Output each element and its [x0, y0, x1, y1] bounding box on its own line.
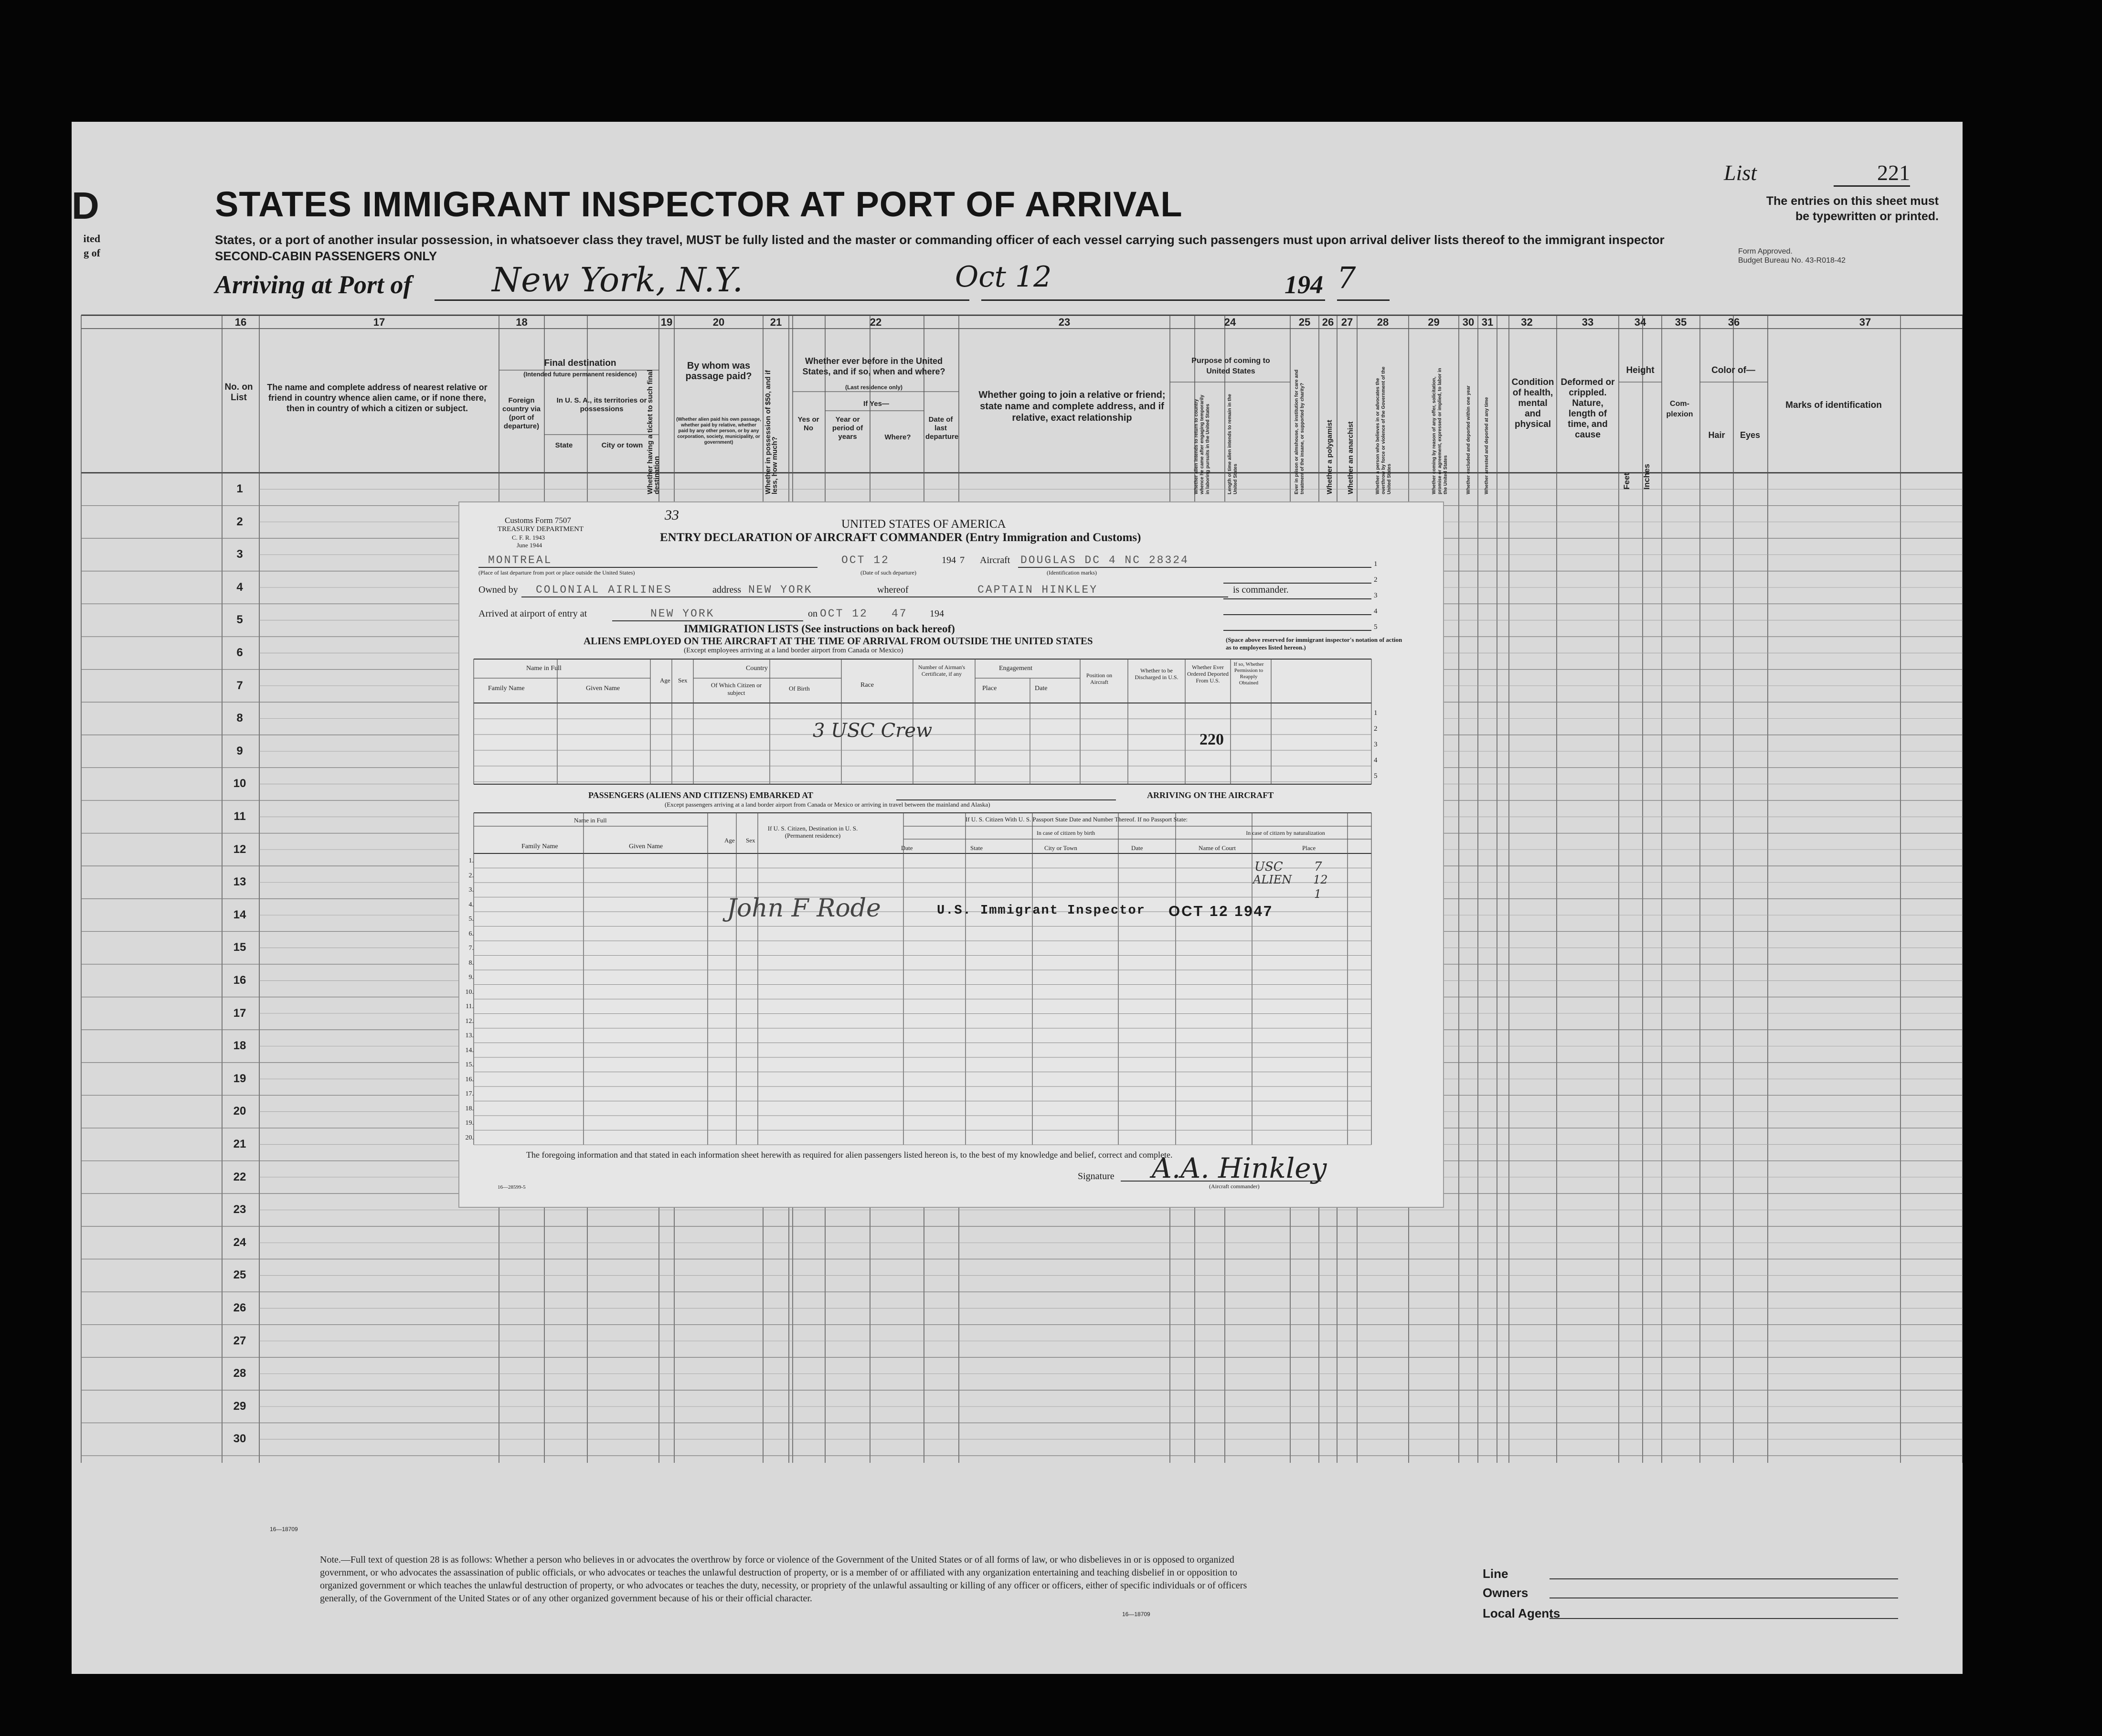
pax-by-nat: In case of citizen by naturalization [1246, 830, 1325, 836]
pax-row-number: 8. [468, 959, 474, 967]
ever-in-us-label: Whether ever before in the United States, and if so, when and where? [802, 356, 945, 376]
crew-engagement: Engagement [999, 665, 1032, 672]
card-owner: COLONIAL AIRLINES [536, 584, 672, 596]
crew-sex: Sex [678, 677, 688, 684]
subtitle-line: SECOND-CABIN PASSENGERS ONLY [215, 249, 437, 263]
crew-of-birth: Of Birth [789, 685, 810, 692]
pax-row-number: 13. [465, 1032, 474, 1039]
column-number: 21 [770, 316, 782, 328]
row-number: 23 [233, 1203, 246, 1216]
owners-label: Owners [1483, 1586, 1529, 1600]
one-note: 1 [1314, 887, 1322, 901]
note-line: The entries on this sheet must [1766, 194, 1939, 208]
crew-row-number: 2 [1374, 725, 1378, 733]
v25b-label: Length of time alien intends to remain in the United States [1227, 394, 1238, 494]
crew-position: Position on Aircraft [1086, 672, 1113, 685]
row-number: 4 [236, 580, 243, 594]
date-departure-label: Date of last departure [925, 415, 959, 441]
crew-deported: Whether Ever Ordered Deported From U.S. [1187, 664, 1229, 684]
polygamist-label: Whether a polygamist [1326, 420, 1334, 494]
pax-row-number: 18. [465, 1105, 474, 1112]
agents-label: Local Agents [1483, 1606, 1561, 1620]
crew-row-number: 1 [1374, 709, 1378, 717]
column-number: 30 [1462, 316, 1475, 328]
card-title: ENTRY DECLARATION OF AIRCRAFT COMMANDER (Entry Immigration and Customs) [660, 531, 1141, 544]
passage-note: (Whether alien paid his own passage, whether paid by relative, whether paid by any other person, or by any corporation, society, municipality, or government) [676, 417, 761, 445]
commander-signature: A.A. Hinkley [1152, 1152, 1327, 1184]
card-arrived-yy: 47 [892, 607, 908, 620]
edge-fragment: g of [84, 247, 100, 259]
card-dep-date-label: (Date of such departure) [860, 569, 916, 576]
row-number: 15 [233, 941, 246, 954]
anarchist-label: Whether an anarchist [1347, 421, 1355, 494]
row-number: 13 [233, 875, 246, 889]
card-owned-label: Owned by [478, 585, 518, 595]
pax-given: Given Name [629, 843, 663, 850]
row-number: 9 [236, 744, 243, 757]
card-arrived-194: 194 [930, 608, 944, 619]
card-arrived-date: OCT 12 [820, 607, 868, 620]
card-except-employees: (Except employees arriving at a land border airport from Canada or Mexico) [684, 647, 903, 654]
pax-row-number: 15. [465, 1061, 474, 1068]
ticket-label: Whether having a ticket to such final destination [646, 370, 661, 494]
feet-label: Feet [1622, 473, 1631, 490]
row-number: 18 [233, 1039, 246, 1053]
column-number: 26 [1322, 316, 1334, 328]
column-number: 22 [870, 316, 882, 328]
crew-country: Country [746, 665, 768, 672]
pax-row-number: 5. [468, 916, 474, 923]
card-place-label: (Place of last departure from port or place outside the United States) [478, 569, 635, 576]
arriving-label: Arriving at Port of [215, 270, 412, 299]
aircraft-declaration-card [458, 501, 1444, 1208]
reserved-line-number: 3 [1374, 592, 1378, 599]
reserved-line-number: 5 [1374, 623, 1378, 631]
card-stamp-no: 33 [665, 507, 679, 523]
pax-dest: If U. S. Citizen, Destination in U. S. (Permanent residence) [767, 825, 858, 839]
row-number: 26 [233, 1301, 246, 1314]
row-number: 12 [233, 842, 246, 856]
row-number: 7 [236, 679, 243, 692]
note-code: 16—18709 [1122, 1611, 1150, 1618]
pax-state: State [970, 844, 983, 852]
pax-court: Name of Court [1199, 844, 1236, 852]
card-space-note: (Space above reserved for immigrant inspector's notation of action as to employees listed hereon.) [1226, 636, 1402, 651]
row-number: 11 [234, 810, 246, 823]
card-place: MONTREAL [488, 554, 552, 566]
pax-row-number: 9. [468, 974, 474, 981]
column-number: 29 [1428, 316, 1440, 328]
card-aliens-employed: ALIENS EMPLOYED ON THE AIRCRAFT AT THE TIME OF ARRIVAL FROM OUTSIDE THE UNITED STATES [584, 635, 1093, 647]
row-number: 14 [233, 908, 246, 921]
card-aircraft: DOUGLAS DC 4 NC 28324 [1020, 554, 1189, 566]
column-number: 20 [712, 316, 725, 328]
pax-title: PASSENGERS (ALIENS AND CITIZENS) EMBARKED AT [588, 790, 813, 800]
crew-of-which: Of Which Citizen or subject [711, 682, 762, 696]
card-usa: UNITED STATES OF AMERICA [841, 518, 1006, 531]
column-number: 19 [660, 316, 673, 328]
stamp-date: OCT 12 1947 [1168, 903, 1274, 919]
card-whereof-label: whereof [877, 585, 909, 595]
pax-row-number: 7. [468, 945, 474, 952]
pax-row-number: 14. [465, 1046, 474, 1054]
deformed-label: Deformed or crippled. Nature, length of time, and cause [1561, 377, 1615, 440]
pax-row-number: 2. [468, 872, 474, 879]
usc-note: USC [1254, 860, 1283, 874]
pax-age: Age [724, 837, 735, 844]
complexion-label: Com-plexion [1666, 400, 1693, 418]
pax-date2: Date [1131, 844, 1143, 852]
pax-row-number: 3. [468, 886, 474, 894]
port-handwritten: New York, N.Y. [492, 260, 743, 299]
card-date: June 1944 [517, 542, 542, 549]
reserved-line-number: 4 [1374, 607, 1378, 615]
card-is-commander: is commander. [1233, 585, 1289, 595]
column-number: 24 [1224, 316, 1236, 328]
pax-name-in-full: Name in Full [574, 817, 607, 824]
v30-label: Whether excluded and deported within one year [1466, 385, 1471, 494]
column-number: 17 [373, 316, 385, 328]
crew-airman: Number of Airman's Certificate, if any [918, 664, 966, 677]
column-number: 34 [1634, 316, 1646, 328]
if-yes-label: If Yes— [863, 400, 889, 408]
card-form-no: Customs Form 7507 [505, 516, 571, 525]
column-number: 33 [1582, 316, 1594, 328]
last-res-label: (Last residence only) [845, 384, 903, 391]
page-title: STATES IMMIGRANT INSPECTOR AT PORT OF ARRIVAL [215, 184, 1183, 224]
column-number: 23 [1058, 316, 1071, 328]
column-number: 25 [1298, 316, 1311, 328]
pax-family: Family Name [521, 843, 558, 850]
crew-given: Given Name [586, 685, 620, 692]
card-dep-date: OCT 12 [841, 554, 890, 566]
form-code: 16—18709 [270, 1526, 298, 1533]
v25-label: Whether alien intends to return to country whence he came after engaging temporarily in laboring pursuits in the United States [1194, 394, 1210, 494]
row-number: 25 [233, 1268, 246, 1282]
column-number: 37 [1859, 316, 1871, 328]
manifest-sheet [72, 122, 1963, 1674]
row-number: 21 [233, 1138, 246, 1150]
column-number: 18 [516, 316, 528, 328]
pax-by-birth: In case of citizen by birth [1036, 830, 1095, 836]
passenger-table-grid [459, 502, 1443, 1207]
row-number: 8 [236, 712, 243, 725]
final-dest-note: (Intended future permanent residence) [523, 371, 637, 378]
reserved-line-number: 1 [1374, 560, 1378, 568]
join-relative-label: Whether going to join a relative or friend; state name and complete address, and if relative, exact relationship [978, 390, 1166, 423]
crew-count: 220 [1200, 731, 1224, 748]
date-handwritten: Oct 12 [955, 260, 1052, 294]
column-number: 27 [1341, 316, 1353, 328]
pax-row-number: 6. [468, 930, 474, 937]
crew-permission: If so, Whether Permission to Reapply Obtained [1233, 661, 1264, 686]
card-cfr: C. F. R. 1943 [512, 534, 545, 541]
approved-line: Budget Bureau No. 43-R018-42 [1738, 256, 1846, 265]
card-arrived-label: Arrived at airport of entry at [478, 608, 587, 619]
crew-family: Family Name [488, 685, 525, 692]
card-aircraft-label: Aircraft [980, 555, 1010, 565]
pax-place: Place [1302, 844, 1316, 852]
pax-date: Date [901, 844, 913, 852]
v31-label: Whether arrested and deported at any time [1484, 397, 1489, 494]
inspector-stamp: U.S. Immigrant Inspector [937, 904, 1146, 918]
inches-label: Inches [1642, 464, 1651, 490]
column-number: 35 [1675, 316, 1687, 328]
v26-label: Ever in prison or almshouse, or institution for care and treatment of the insane, or supported by charity? [1294, 369, 1305, 494]
note-line: be typewritten or printed. [1795, 210, 1939, 223]
crew-race: Race [860, 682, 874, 689]
pax-row-number: 11. [466, 1003, 474, 1010]
fifty-dollars-label: Whether in possession of $50, and if less, how much? [764, 370, 779, 494]
crew-date: Date [1035, 685, 1048, 692]
list-label: List [1724, 160, 1757, 185]
pax-arriving-on: ARRIVING ON THE AIRCRAFT [1147, 790, 1274, 800]
row-number: 10 [233, 777, 246, 790]
in-usa-label: In U. S. A., its territories or possessions [556, 396, 647, 413]
row-number: 6 [236, 646, 243, 659]
column-number: 31 [1481, 316, 1494, 328]
year-prefix: 194 [1285, 270, 1323, 299]
reserved-line-number: 2 [1374, 576, 1378, 584]
row-number: 3 [236, 548, 243, 561]
card-year-194: 194 [942, 555, 956, 565]
crew-age: Age [660, 677, 670, 684]
signature-sub: (Aircraft commander) [1209, 1183, 1260, 1190]
card-address: NEW YORK [748, 584, 813, 596]
row-number: 5 [236, 613, 243, 627]
inspector-signature: John F Rode [727, 894, 881, 923]
crew-place: Place [982, 685, 997, 692]
marks-label: Marks of identification [1785, 400, 1882, 410]
alien-note: ALIEN [1253, 873, 1292, 886]
card-dept: TREASURY DEPARTMENT [498, 525, 584, 533]
card-year-7: 7 [960, 555, 965, 565]
card-certification: The foregoing information and that stated in each information sheet herewith as required for alien passengers listed hereon is, to the best of my knowledge and belief, correct and complete. [526, 1150, 1173, 1160]
pax-passport: If U. S. Citizen With U. S. Passport State Date and Number Thereof. If no Passport State: [966, 816, 1188, 823]
pax-row-number: 4. [468, 901, 474, 908]
approved-line: Form Approved. [1738, 247, 1793, 256]
row-number: 28 [233, 1367, 246, 1380]
row-number: 29 [233, 1399, 246, 1413]
column-number: 36 [1728, 316, 1740, 328]
card-commander: CAPTAIN HINKLEY [977, 584, 1098, 596]
purpose-label: Purpose of coming to United States [1191, 357, 1270, 375]
height-label: Height [1626, 365, 1655, 375]
agents-fill [1550, 1618, 1898, 1619]
signature-label: Signature [1078, 1171, 1115, 1182]
card-imm-lists: IMMIGRATION LISTS (See instructions on back hereof) [684, 623, 955, 635]
pax-row-number: 12. [465, 1017, 474, 1025]
edge-letter: D [72, 184, 99, 227]
list-number: 221 [1834, 160, 1910, 187]
row-number: 20 [233, 1105, 246, 1118]
pax-sex: Sex [746, 837, 755, 844]
row-number: 24 [233, 1235, 246, 1249]
row-number: 22 [233, 1170, 246, 1183]
crew-row-number: 4 [1374, 756, 1378, 764]
passage-paid-label: By whom was passage paid? [685, 361, 752, 382]
foreign-country-label: Foreign country via (port of departure) [502, 396, 541, 430]
column-number: 28 [1377, 316, 1389, 328]
subtitle-line: States, or a port of another insular possession, in whatsoever class they travel, MUST be fully listed and the master or commanding officer of each vessel carrying such passengers must upon arrival deliver lists thereof to the immigrant inspector [215, 233, 1665, 247]
card-code: 16—28599-5 [498, 1184, 526, 1190]
v29-label: Whether coming by reason of any offer, solicitation, promise or agreement, expressed or implied, to labor in the United States [1432, 368, 1448, 494]
col-relative-label: The name and complete address of nearest relative or friend in country whence alien came, or if none there, then in country of which a citizen or subject. [267, 383, 488, 413]
col-final-destination-label: Final destination [544, 358, 616, 368]
hair-label: Hair [1708, 430, 1725, 440]
alien-count: 12 [1313, 873, 1328, 886]
edge-fragment: ited [83, 233, 100, 245]
row-number: 17 [233, 1006, 246, 1020]
line-fill [1550, 1578, 1898, 1579]
state-label: State [555, 441, 573, 449]
pax-row-number: 19. [465, 1119, 474, 1127]
question-28-note: Note.—Full text of question 28 is as follows: Whether a person who believes in or advocates the overthrow by force or violence of the Government of the United States or of all forms of law, or who disbelieves in or is opposed to organized government, or who advocates the assassination of public officials, or who advocates or teaches the unlawful destruction of property, or is a member of or affiliated with any organization entertaining and teaching disbelief in or opposition to organized government or which teaches the unlawful destruction of property, or who advocates or teaches the duty, necessity, or propriety of the unlawful assaulting or killing of any officer or officers, either of specific individuals or of officers generally, of the Government of the United States or of any other organized government because of his or their official character. [320, 1555, 1247, 1604]
year-period-label: Year or period of years [832, 415, 863, 441]
column-number: 32 [1521, 316, 1533, 328]
row-number: 16 [233, 974, 246, 987]
city-label: City or town [601, 441, 643, 449]
pax-row-number: 10. [465, 988, 474, 996]
pax-except: (Except passengers arriving at a land border airport from Canada or Mexico or arriving in travel between the mainland and Alaska) [665, 801, 990, 808]
card-arrived-place: NEW YORK [650, 607, 715, 620]
row-number: 1 [236, 482, 243, 495]
card-on-label: on [808, 608, 817, 619]
card-ident-label: (Identification marks) [1047, 569, 1097, 576]
pax-city: City or Town [1044, 844, 1077, 852]
health-label: Condition of health, mental and physical [1511, 377, 1554, 429]
usc-count: 7 [1314, 860, 1322, 874]
row-number: 2 [236, 515, 243, 528]
crew-row-number: 5 [1374, 772, 1378, 780]
crew-handwritten: 3 USC Crew [813, 720, 933, 742]
year-handwritten: 7 [1337, 260, 1356, 295]
row-number: 30 [233, 1432, 246, 1446]
row-number: 27 [233, 1334, 246, 1347]
color-of-label: Color of— [1711, 365, 1755, 375]
v28-label: Whether a person who believes in or advocates the overthrow by force or violence of the Government of the United States [1375, 366, 1392, 494]
row-number: 19 [233, 1072, 246, 1085]
crew-name-in-full: Name in Full [526, 665, 562, 672]
pax-row-number: 17. [465, 1090, 474, 1097]
col-no-on-list-label: No. on List [224, 382, 253, 403]
line-label: Line [1483, 1566, 1508, 1581]
eyes-label: Eyes [1740, 430, 1761, 440]
pax-row-number: 16. [465, 1076, 474, 1083]
crew-discharged: Whether to be Discharged in U.S. [1135, 667, 1178, 681]
crew-row-number: 3 [1374, 741, 1378, 748]
yes-no-label: Yes or No [797, 415, 819, 432]
card-address-label: address [712, 585, 741, 595]
where-label: Where? [884, 433, 911, 441]
column-number: 16 [234, 316, 247, 328]
pax-row-number: 1. [468, 857, 474, 864]
pax-row-number: 20. [465, 1134, 474, 1141]
